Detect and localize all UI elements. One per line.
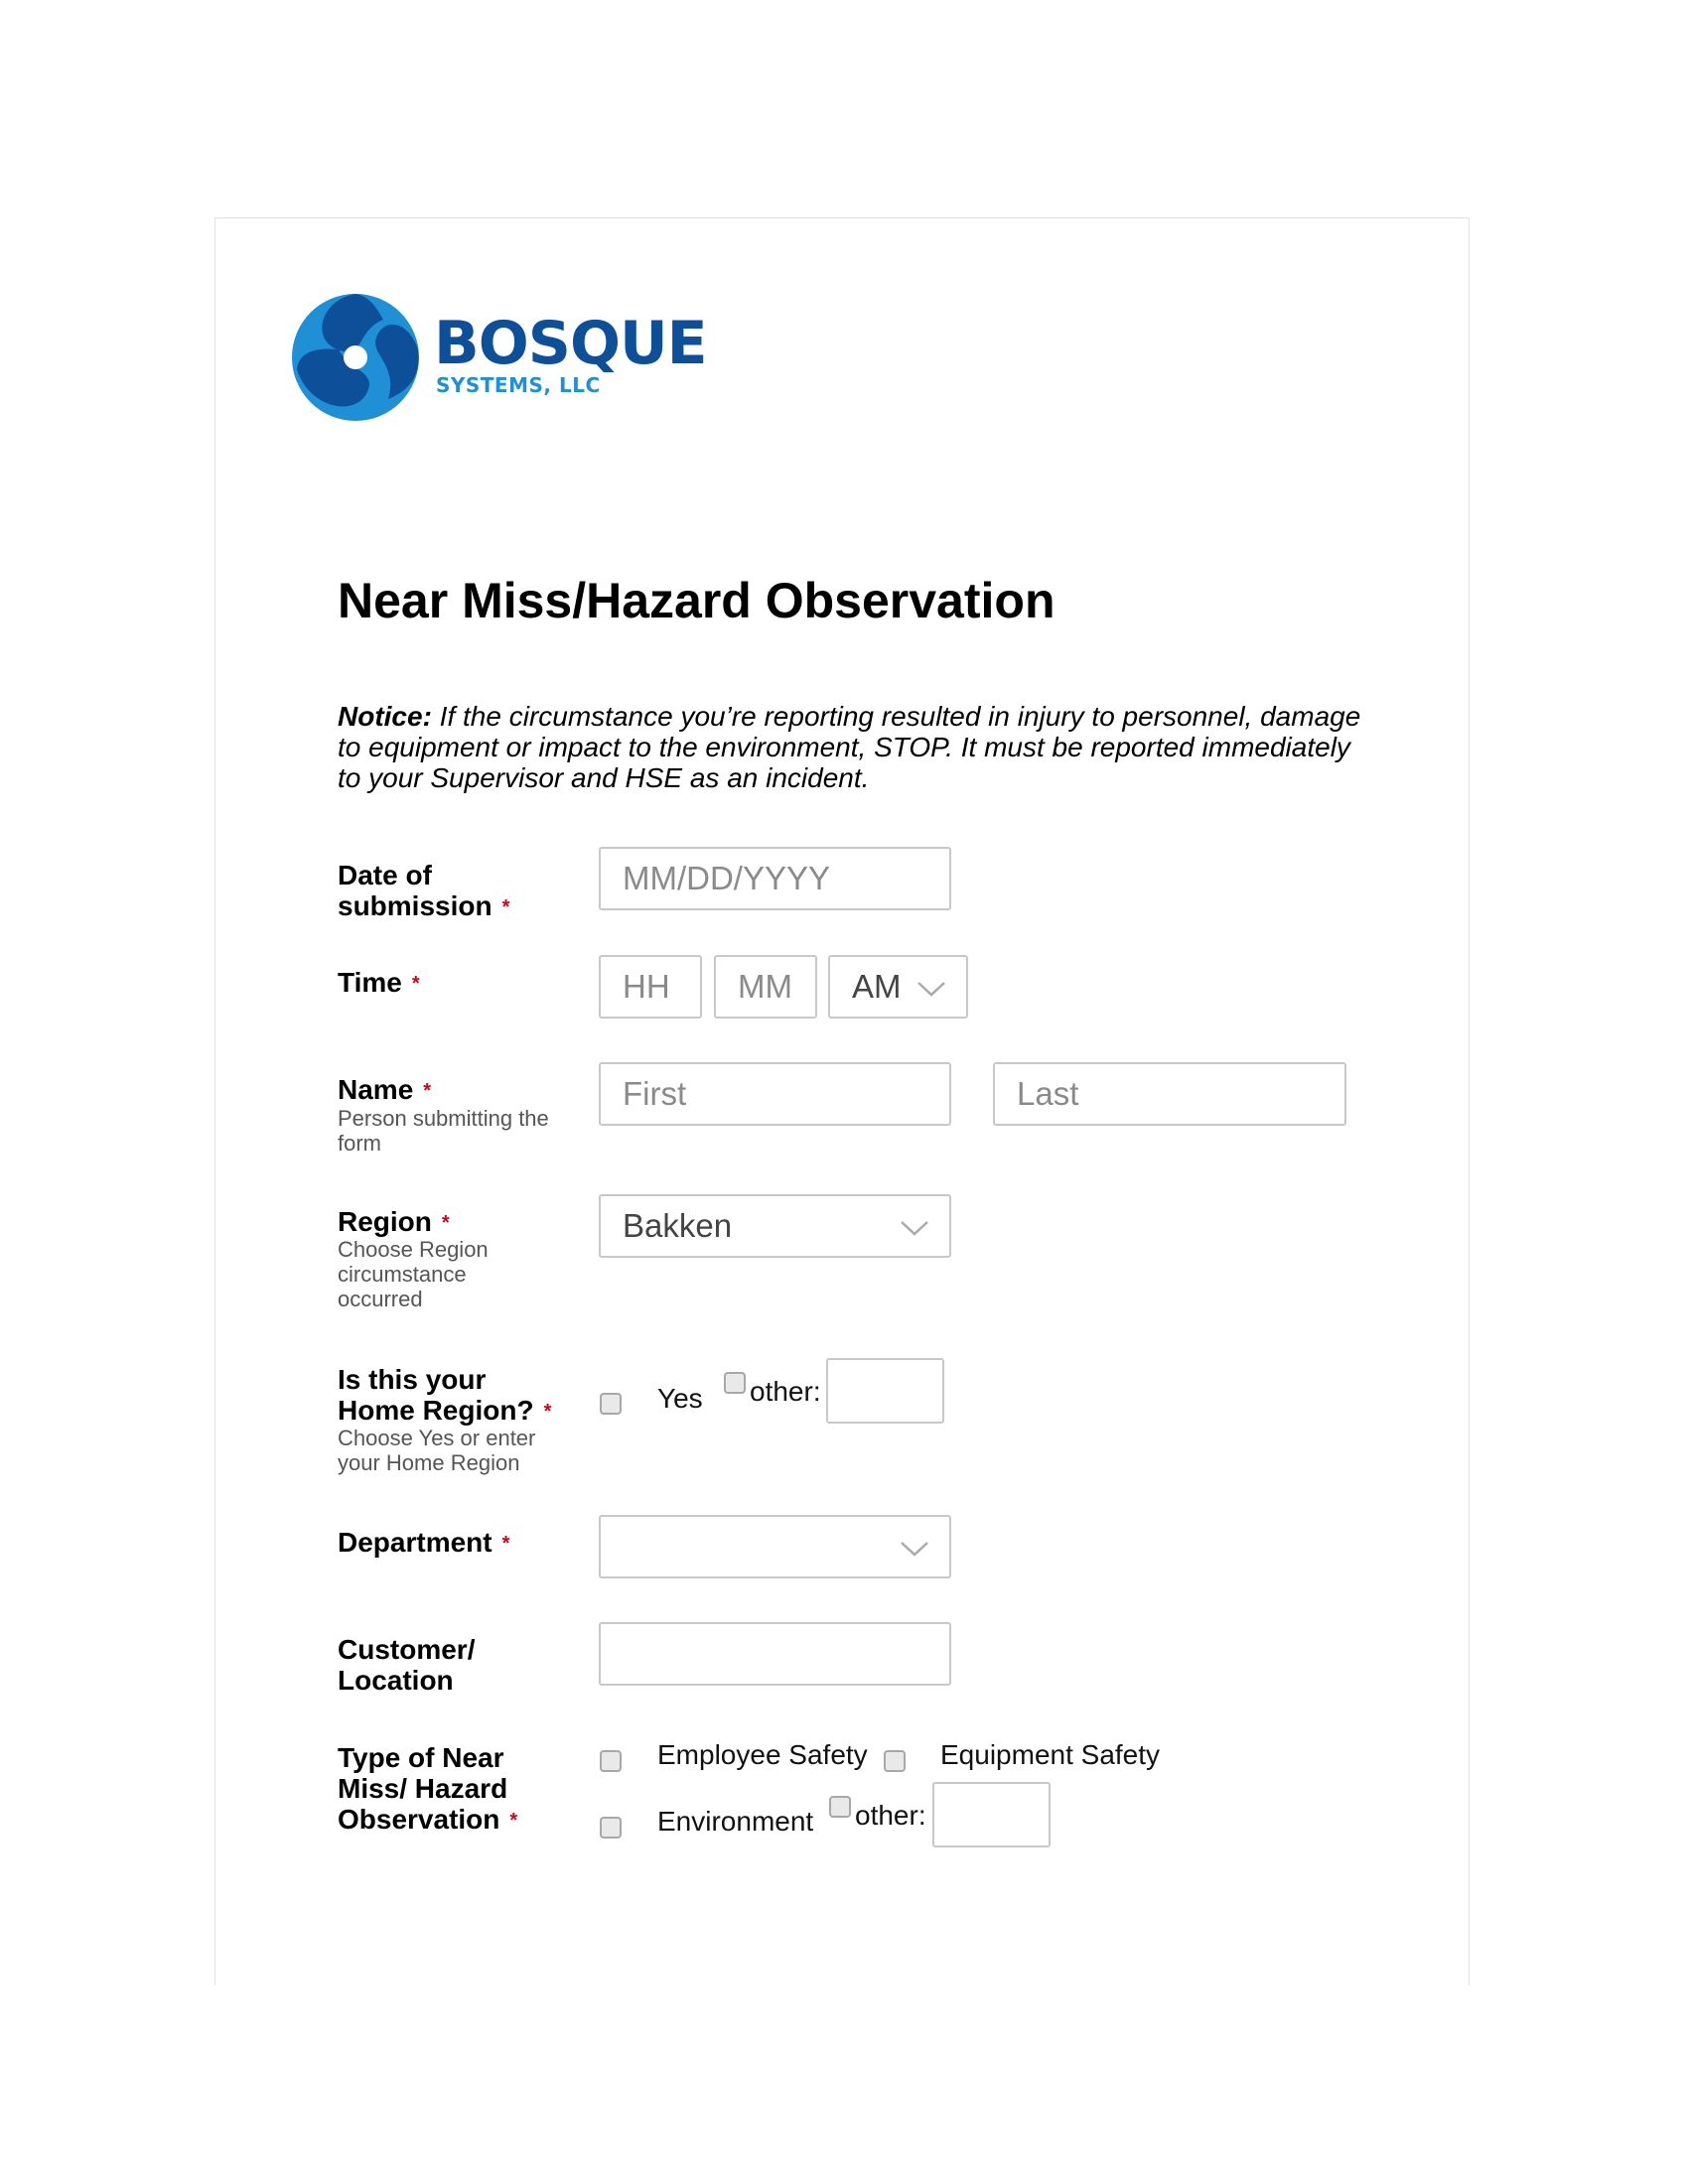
- region-label: [338, 1206, 450, 1241]
- region-help: Choose Region circumstance occurred: [338, 1237, 489, 1311]
- type-label-line3: Observation: [338, 1804, 500, 1835]
- type-other-label: other:: [855, 1800, 926, 1831]
- home-region-label-line1: Is this your: [338, 1364, 487, 1395]
- home-region-yes-label: Yes: [657, 1383, 703, 1414]
- home-region-label-line2: Home Region?: [338, 1395, 534, 1426]
- type-other-input[interactable]: [932, 1782, 1051, 1847]
- required-marker: *: [423, 1080, 432, 1102]
- employee-safety-checkbox[interactable]: [600, 1750, 622, 1772]
- home-region-other-checkbox[interactable]: [724, 1372, 746, 1394]
- required-marker: *: [509, 1810, 518, 1832]
- department-label: [338, 1527, 509, 1562]
- home-region-label: [338, 1364, 551, 1430]
- name-label-text: Name: [338, 1074, 414, 1105]
- required-marker: *: [441, 1212, 450, 1234]
- time-label-text: Time: [338, 967, 402, 998]
- required-marker: *: [501, 896, 510, 918]
- type-label-line1: Type of Near: [338, 1742, 504, 1773]
- first-name-input[interactable]: [599, 1062, 951, 1126]
- equipment-safety-label: Equipment Safety: [940, 1739, 1161, 1770]
- name-help: Person submitting the form: [338, 1106, 549, 1156]
- type-other-checkbox[interactable]: [829, 1796, 851, 1818]
- environment-checkbox[interactable]: [600, 1817, 622, 1839]
- type-label-line2: Miss/ Hazard: [338, 1773, 508, 1804]
- region-value: Bakken: [623, 1207, 733, 1244]
- hour-input[interactable]: [599, 955, 702, 1019]
- date-label-line2: submission: [338, 890, 492, 921]
- chevron-down-icon: [916, 979, 946, 999]
- brand-name: BOSQUE: [434, 309, 707, 378]
- swirl-logo-icon: [289, 290, 422, 425]
- customer-location-input[interactable]: [599, 1622, 951, 1686]
- last-name-input[interactable]: [993, 1062, 1346, 1126]
- region-select[interactable]: [599, 1194, 951, 1258]
- chevron-down-icon: [900, 1539, 929, 1559]
- date-input[interactable]: [599, 847, 951, 910]
- notice-lead: Notice:: [338, 701, 432, 732]
- company-logo: [289, 290, 706, 429]
- required-marker: *: [543, 1401, 552, 1423]
- notice-body: If the circumstance you’re reporting resulted in injury to personnel, damage to equipment or impact to the environment, STOP. It must be reported immediately to your Supervisor and HSE as an incident.: [338, 701, 1361, 793]
- home-region-yes-checkbox[interactable]: [600, 1393, 622, 1415]
- ampm-value: AM: [852, 968, 902, 1005]
- department-select[interactable]: [599, 1515, 951, 1578]
- date-label-line1: Date of: [338, 860, 432, 890]
- date-label: [338, 860, 509, 925]
- employee-safety-label: Employee Safety: [657, 1739, 868, 1770]
- home-region-help: Choose Yes or enter your Home Region: [338, 1426, 536, 1475]
- home-region-other-label: other:: [750, 1376, 821, 1407]
- minute-input[interactable]: [714, 955, 817, 1019]
- page-title: Near Miss/Hazard Observation: [338, 573, 1055, 628]
- chevron-down-icon: [900, 1218, 929, 1238]
- time-label: [338, 967, 420, 1002]
- department-label-text: Department: [338, 1527, 492, 1558]
- home-region-other-input[interactable]: [826, 1358, 944, 1424]
- brand-subtitle: SYSTEMS, LLC: [436, 373, 601, 397]
- region-label-text: Region: [338, 1206, 432, 1237]
- required-marker: *: [501, 1533, 510, 1555]
- customer-location-label: [338, 1634, 475, 1696]
- equipment-safety-checkbox[interactable]: [884, 1750, 906, 1772]
- customer-label-line2: Location: [338, 1665, 454, 1696]
- customer-label-line1: Customer/: [338, 1634, 476, 1665]
- required-marker: *: [411, 973, 420, 995]
- ampm-select[interactable]: [828, 955, 968, 1019]
- environment-label: Environment: [657, 1806, 814, 1837]
- type-label: [338, 1742, 517, 1839]
- name-label: [338, 1074, 431, 1109]
- notice-text: [338, 701, 1370, 793]
